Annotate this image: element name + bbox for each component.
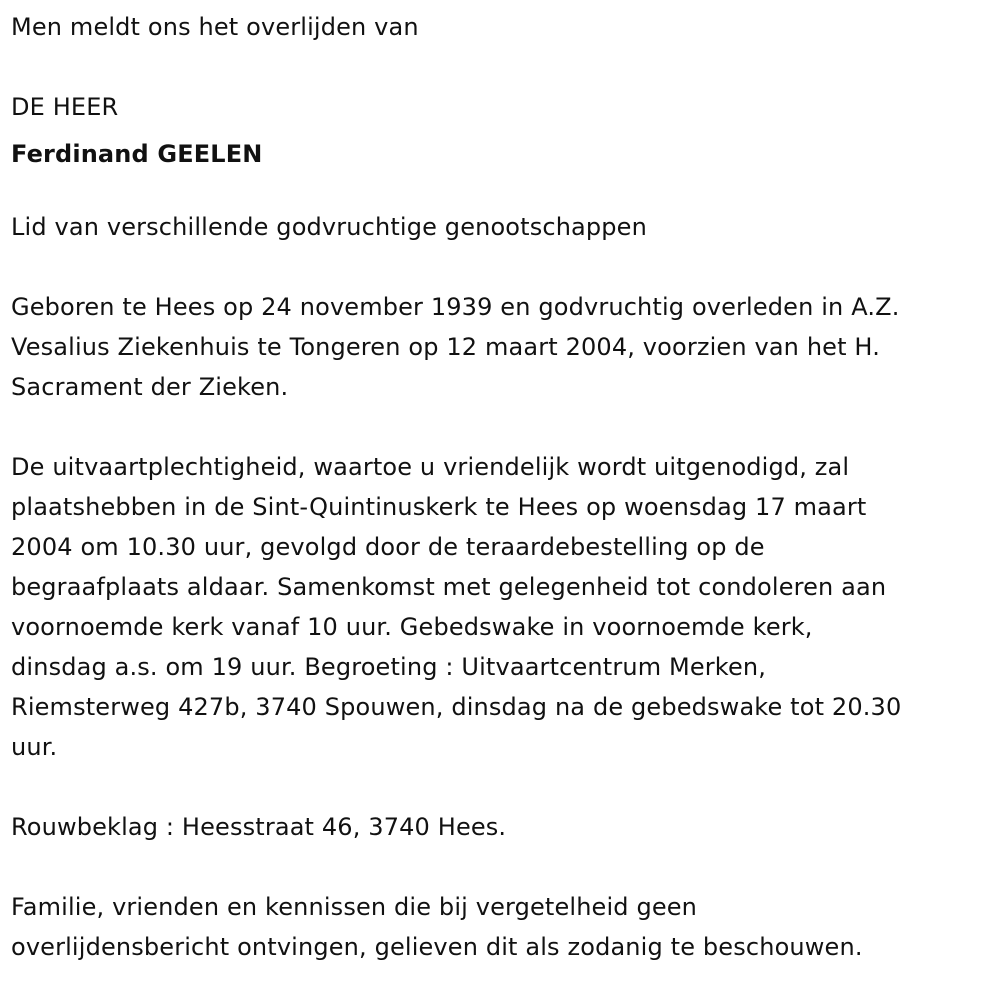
deceased-name: Ferdinand GEELEN [11, 140, 263, 168]
paragraph-spacer [11, 174, 990, 207]
paragraph-spacer [11, 847, 990, 887]
membership-text: Lid van verschillende godvruchtige genootschappen [11, 213, 647, 241]
closing-paragraph [11, 887, 990, 967]
paragraph-line: Sacrament der Zieken. [11, 373, 289, 401]
paragraph-spacer [11, 407, 990, 447]
paragraph-line: Familie, vrienden en kennissen die bij vergetelheid geen [11, 893, 698, 921]
paragraph-line: dinsdag a.s. om 19 uur. Begroeting : Uitvaartcentrum Merken, [11, 653, 767, 681]
mourning-address: Rouwbeklag : Heesstraat 46, 3740 Hees. [11, 813, 507, 841]
paragraph-line: Vesalius Ziekenhuis te Tongeren op 12 maart 2004, voorzien van het H. [11, 333, 880, 361]
birth-death-paragraph [11, 287, 990, 407]
paragraph-line: overlijdensbericht ontvingen, gelieven dit als zodanig te beschouwen. [11, 933, 863, 961]
intro-text: Men meldt ons het overlijden van [11, 13, 419, 41]
paragraph-line: begraafplaats aldaar. Samenkomst met gelegenheid tot condoleren aan [11, 573, 887, 601]
funeral-paragraph [11, 447, 990, 767]
paragraph-line: 2004 om 10.30 uur, gevolgd door de teraardebestelling op de [11, 533, 765, 561]
deceased-title: DE HEER [11, 93, 119, 121]
paragraph-line: Riemsterweg 427b, 3740 Spouwen, dinsdag na de gebedswake tot 20.30 [11, 693, 902, 721]
paragraph-line: plaatshebben in de Sint-Quintinuskerk te Hees op woensdag 17 maart [11, 493, 867, 521]
paragraph-line: Geboren te Hees op 24 november 1939 en godvruchtig overleden in A.Z. [11, 293, 900, 321]
paragraph-spacer [11, 247, 990, 287]
paragraph-line: De uitvaartplechtigheid, waartoe u vriendelijk wordt uitgenodigd, zal [11, 453, 850, 481]
paragraph-spacer [11, 47, 990, 87]
paragraph-line: uur. [11, 733, 58, 761]
paragraph-spacer [11, 767, 990, 807]
paragraph-line: voornoemde kerk vanaf 10 uur. Gebedswake in voornoemde kerk, [11, 613, 813, 641]
